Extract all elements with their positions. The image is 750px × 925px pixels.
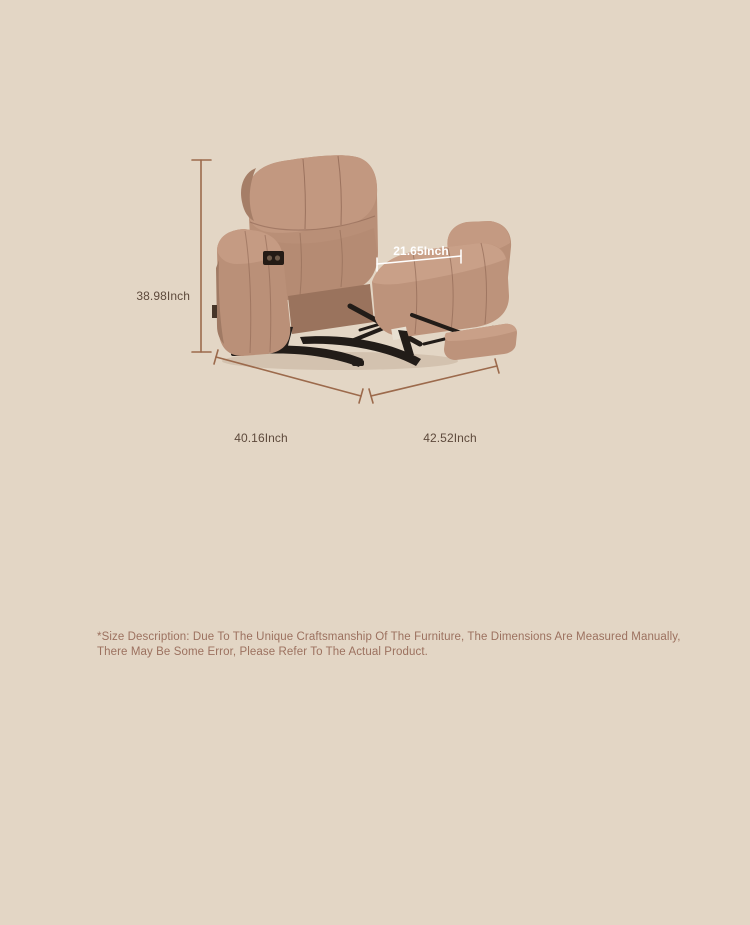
control-button-icon [267,255,272,260]
extended-depth-dimension-line [371,366,497,396]
size-disclaimer-text: *Size Description: Due To The Unique Craftsmanship Of The Furniture, The Dimensions Are Measured Manually, There May Be Some Error, Please Refer To The Actual Product. [97,630,681,658]
control-button-icon [275,255,280,260]
chair-base-foot [352,360,364,366]
seat-width-dimension-label: 21.65Inch [393,244,449,258]
recliner-chair-illustration [212,155,517,370]
side-tag [212,305,217,318]
power-control-panel [263,251,284,265]
base-width-dimension-label: 40.16Inch [234,431,288,445]
extended-depth-dimension-label: 42.52Inch [423,431,477,445]
height-dimension-label: 38.98Inch [136,289,190,303]
